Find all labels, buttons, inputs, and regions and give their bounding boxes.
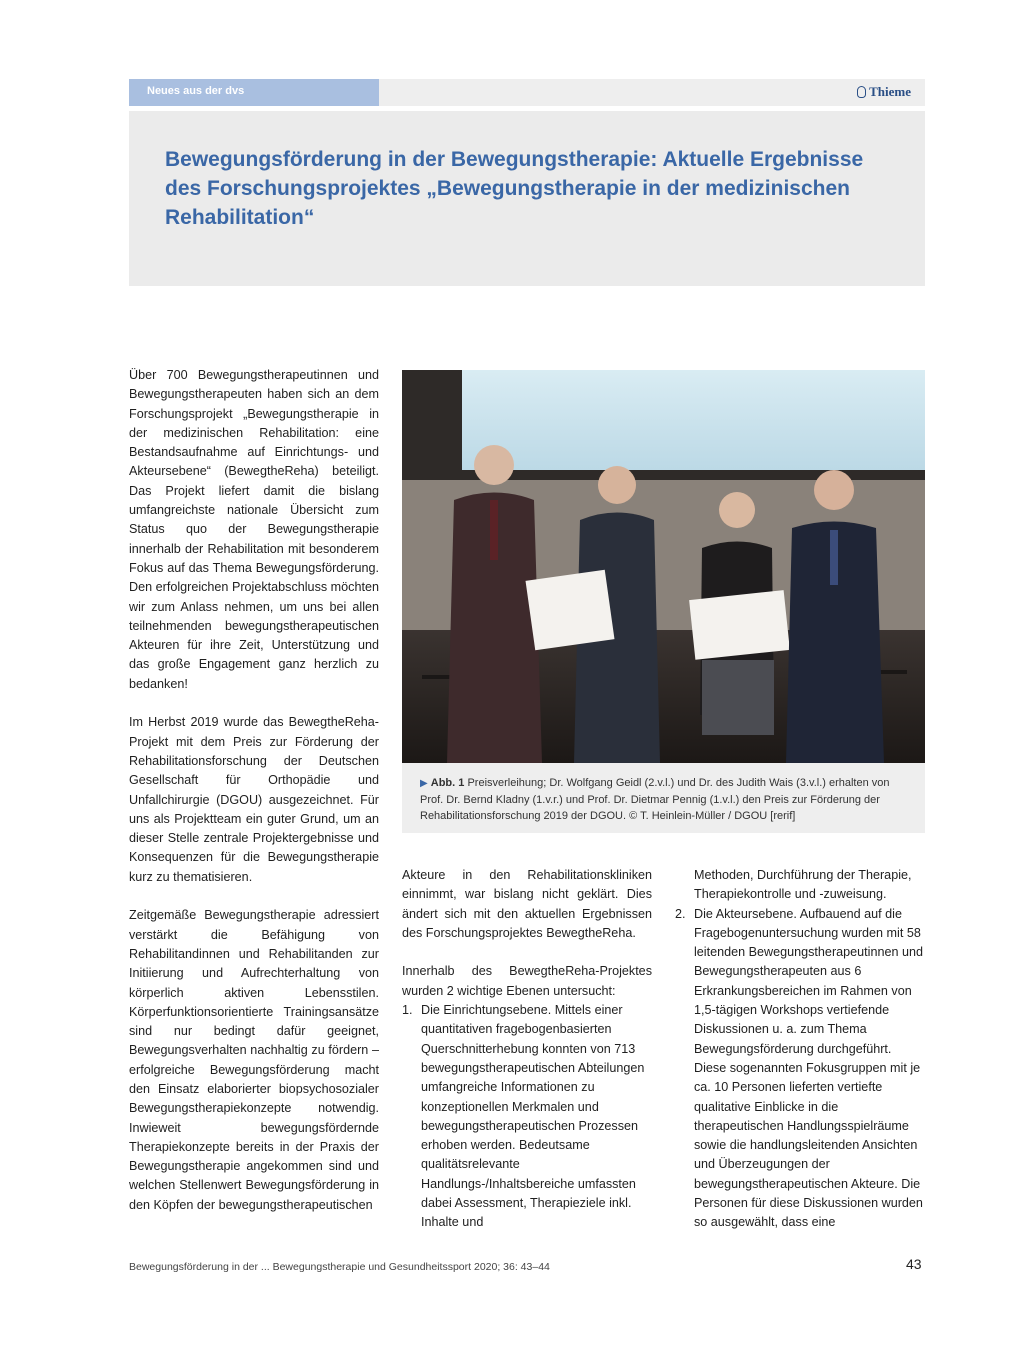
figure-marker: ▶ [420, 778, 428, 789]
publisher-name: Thieme [869, 84, 911, 99]
shield-logo-icon [857, 86, 866, 98]
title-box [129, 111, 925, 286]
list-text: Die Einrichtungsebene. Mittels einer quantitativen fragebogenbasierten Querschnitterhebung konnten von 713 bewegungstherapeutischen Abteilungen umfangreiche Informationen zu konzeptionellen Merkmalen und bewegungstherapeutischen Prozessen erhoben werden. Bedeutsame qualitätsrelevante Handlungs-/Inhaltsbereiche umfassten dabei Assessment, Therapieziele inkl. Inhalte und [421, 1003, 645, 1230]
list-number: 1. [402, 1003, 413, 1018]
list-item [402, 1001, 652, 1233]
levels-list-continued [675, 905, 925, 1233]
figure-caption [420, 775, 910, 824]
footer-citation: Bewegungsförderung in der ... Bewegungstherapie und Gesundheitssport 2020; 36: 43–44 [129, 1261, 550, 1273]
column-1 [129, 366, 379, 1234]
paragraph-levels: Innerhalb des BewegtheReha-Projektes wurden 2 wichtige Ebenen untersucht: [402, 964, 652, 998]
article-title: Bewegungsförderung in der Bewegungstherapie: Aktuelle Ergebnisse des Forschungsprojektes „Bewegungstherapie in der medizinischen Rehabilitation“ [165, 148, 864, 229]
column-3 [675, 866, 925, 1233]
page-number: 43 [906, 1256, 922, 1272]
paragraph-context: Zeitgemäße Bewegungstherapie adressiert verstärkt die Befähigung von Rehabilitandinnen und Rehabilitanden zur Initiierung und Aufrechterhaltung von körperlich aktiven Lebensstilen. Körperfunktionsorientierte Trainingsansätze sind nur bedingt dafür geeignet, Bewegungsverhalten nachhaltig zu fördern – erfolgreiche Bewegungsförderung macht den Einsatz elaborierter biopsychosozialer Bewegungstherapiekonzepte notwendig. Inwieweit bewegungsfördernde Therapiekonzepte bereits in der Praxis der Bewegungstherapie angekommen sind und welchen Stellenwert Bewegungsförderung in den Köpfen der bewegungstherapeutischen [129, 908, 379, 1212]
figure-caption-box [402, 763, 925, 833]
award-photo-illustration [402, 370, 925, 763]
section-label: Neues aus der dvs [147, 85, 245, 97]
levels-list [402, 1001, 652, 1233]
section-label-bar [129, 79, 379, 106]
figure-label: Abb. 1 [430, 777, 465, 789]
column-2 [402, 866, 652, 1233]
list-text: Die Akteursebene. Aufbauend auf die Fragebogenuntersuchung wurden mit 58 leitenden Bewegungstherapeutinnen und Bewegungstherapeuten aus 6 Erkrankungsbereichen im Rahmen von 1,5-tägigen Workshops vertiefende Diskussionen u. a. zum Thema Bewegungsförderung durchgeführt. Diese sogenannten Fokusgruppen mit je ca. 10 Personen lieferten vertiefte qualitative Einblicke in die therapeutischen Handlungsspielräume sowie die handlungsleitenden Ansichten und Überzeugungen der bewegungstherapeutischen Akteure. Die Personen für diese Diskussionen wurden so ausgewählt, dass eine [694, 906, 923, 1230]
publisher-logo [857, 84, 911, 100]
paragraph-award: Im Herbst 2019 wurde das BewegtheReha-Projekt mit dem Preis zur Förderung der Rehabilitationsforschung der Deutschen Gesellschaft für Orthopädie und Unfallchirurgie (DGOU) ausgezeichnet. Für uns als Projektteam ein guter Grund, um an dieser Stelle zentrale Projektergebnisse und Konsequenzen für die Bewegungstherapie kurz zu thematisieren. [129, 715, 379, 884]
header-bar [379, 79, 925, 106]
list-number: 2. [675, 906, 686, 921]
paragraph-result: Akteure in den Rehabilitationskliniken einnimmt, war bislang nicht geklärt. Dies ändert sich mit den aktuellen Ergebnissen des Forschungsprojektes BewegtheReha. [402, 868, 652, 940]
list-item-continuation: Methoden, Durchführung der Therapie, Therapiekontrolle und -zuweisung. [694, 868, 912, 902]
paragraph-intro: Über 700 Bewegungstherapeutinnen und Bewegungstherapeuten haben sich an dem Forschungsprojekt „Bewegungstherapie in der medizinischen Rehabilitation: eine Bestandsaufnahme auf Einrichtungs- und Akteursebene“ (BewegtheReha) beteiligt. Das Projekt liefert damit die bislang umfangreichste nationale Übersicht zum Status quo der Bewegungstherapie innerhalb der Rehabilitation mit besonderem Fokus auf das Thema Bewegungsförderung. Den erfolgreichen Projektabschluss möchten wir zum Anlass nehmen, um uns bei allen teilnehmenden bewegungstherapeutischen Akteuren für ihre Zeit, Unterstützung und das große Engagement ganz herzlich zu bedanken! [129, 368, 379, 691]
list-item [675, 905, 925, 1233]
award-photo [402, 370, 925, 763]
figure-caption-text: Preisverleihung; Dr. Wolfgang Geidl (2.v.l.) und Dr. des Judith Wais (3.v.l.) erhalten von Prof. Dr. Bernd Kladny (1.v.r.) und Prof. Dr. Dietmar Pennig (1.v.l.) den Preis zur Förderung der Rehabilitationsforschung 2019 der DGOU. © T. Heinlein-Müller / DGOU [rerif] [420, 777, 890, 822]
